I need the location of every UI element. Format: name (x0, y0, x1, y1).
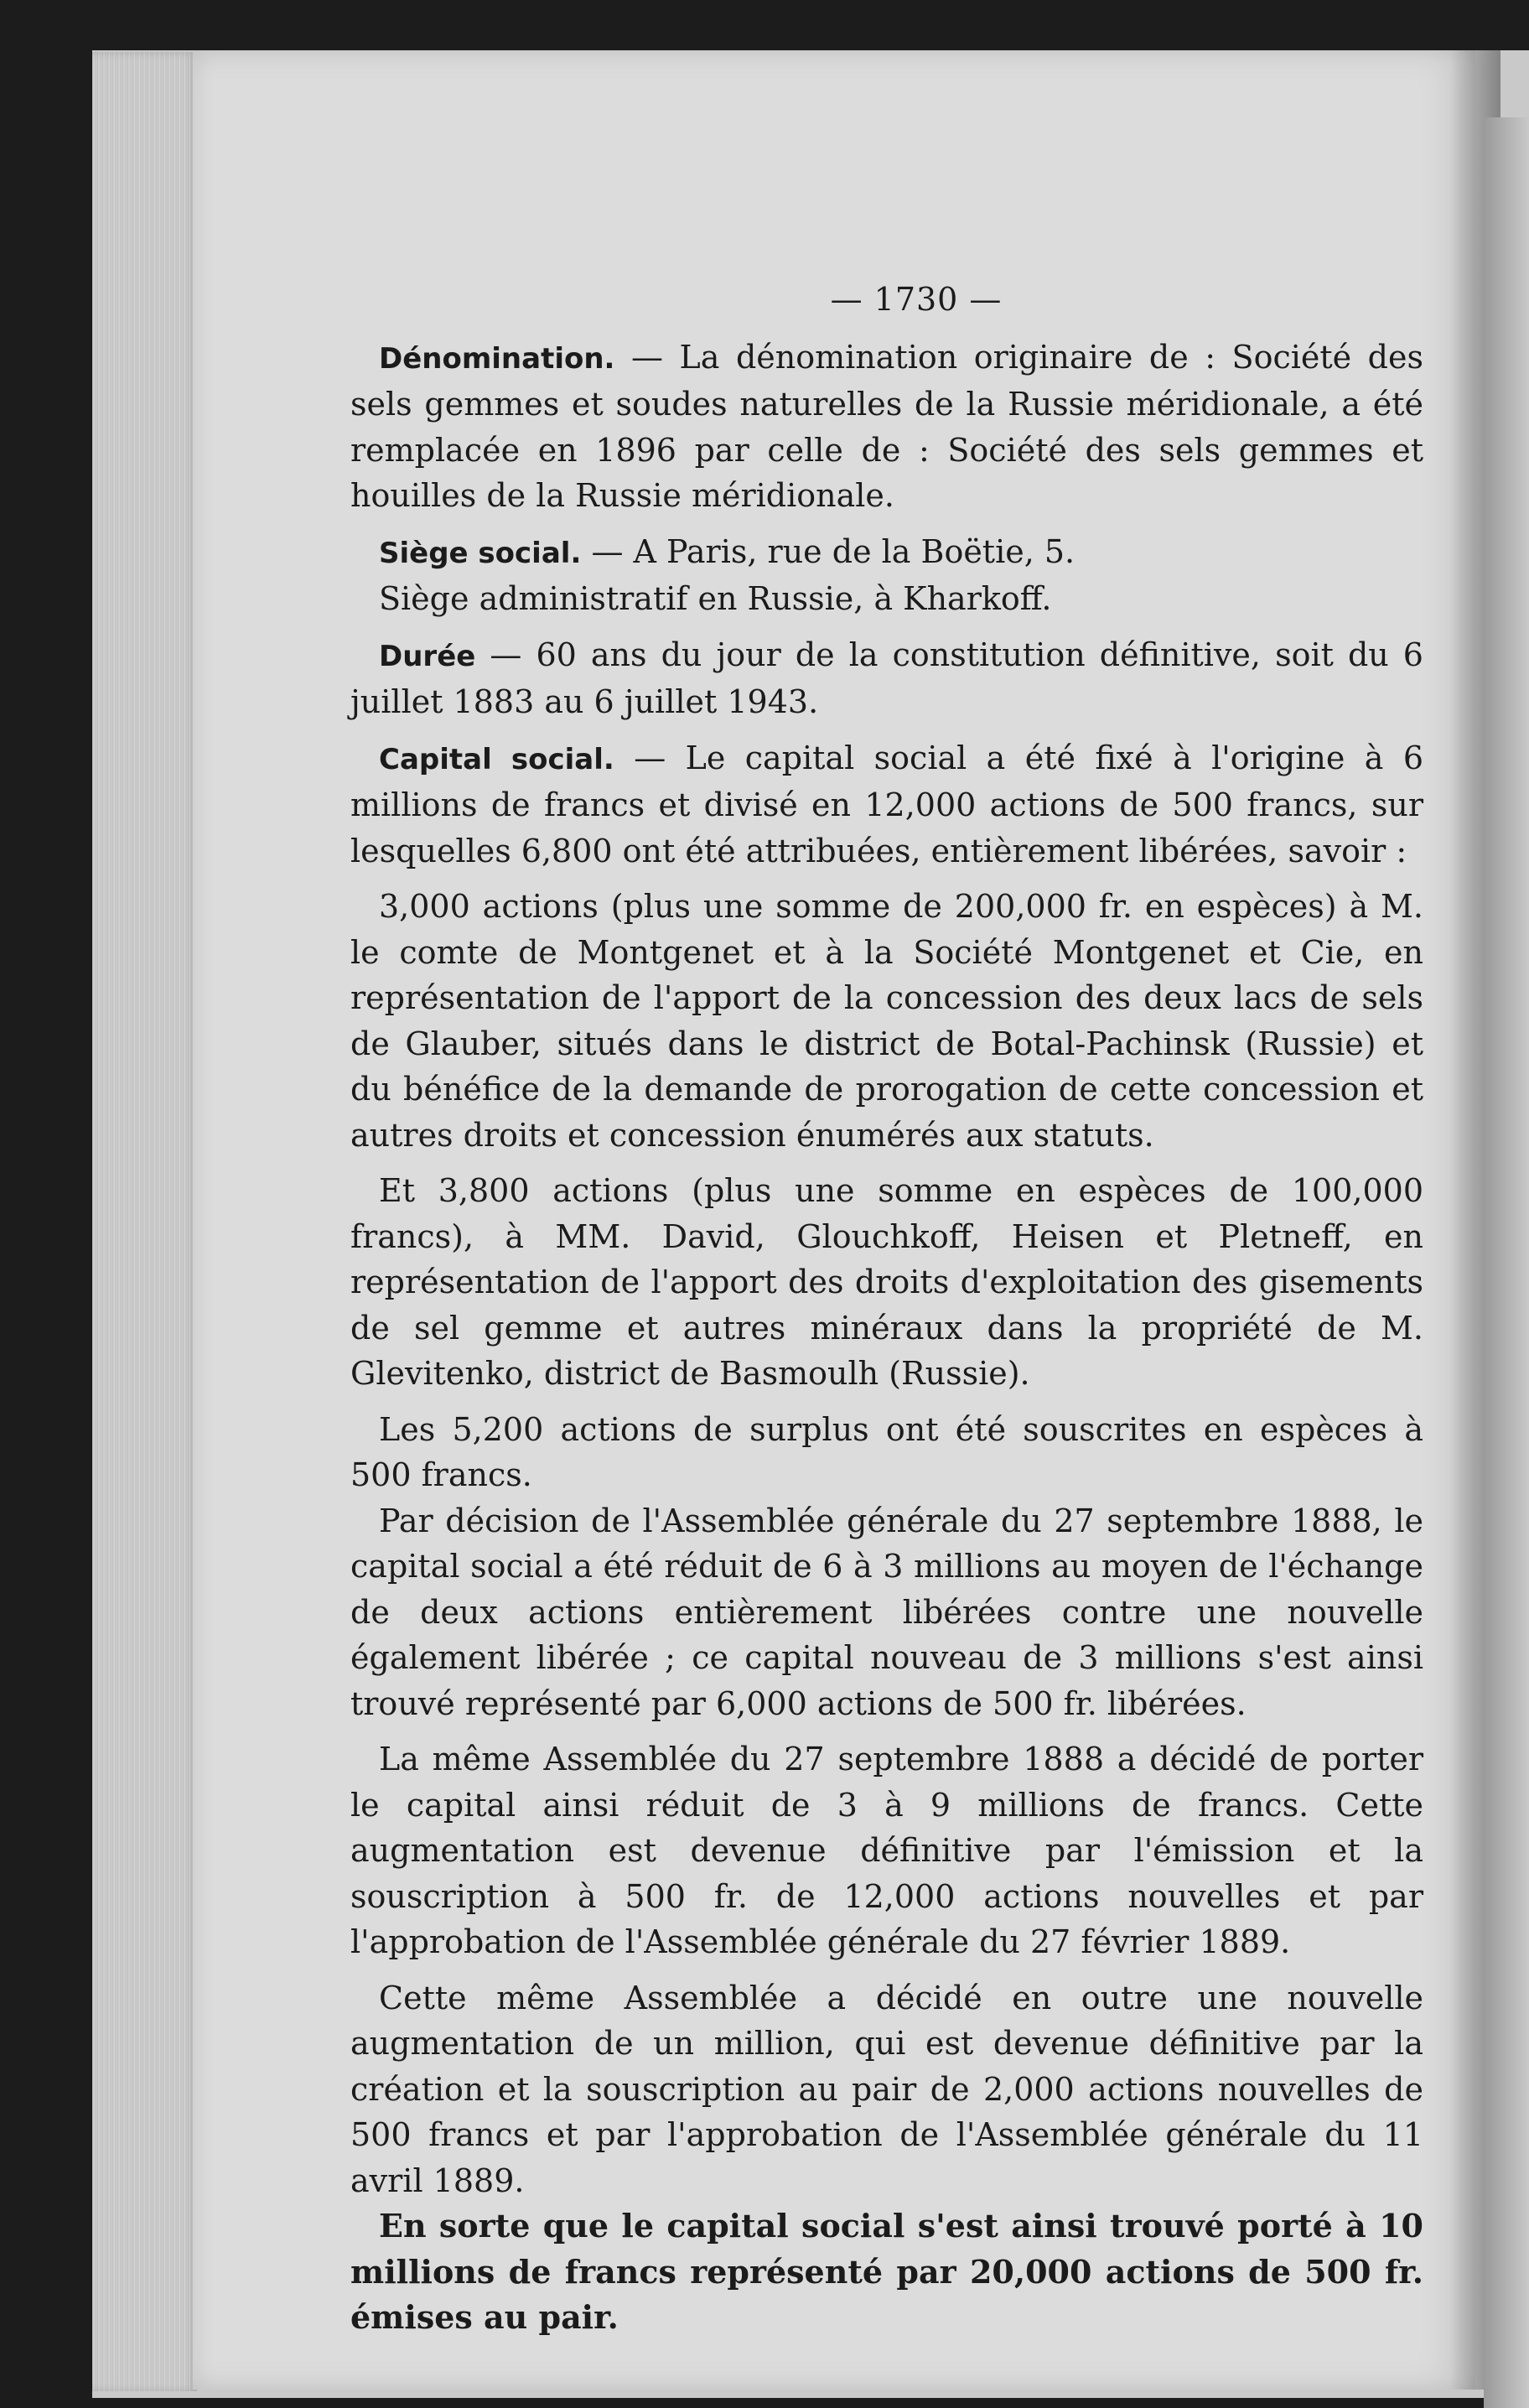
paragraph-text: Et 3,800 actions (plus une somme en espèces de 100,000 francs), à MM. David, Glouchkoff, Heisen et Pletneff, en représentation de l'apport des droits d'exploitation des gisements de sel gemme et autres minéraux dans la propriété de M. Glevitenko, district de Basmoulh (Russie). (350, 1172, 1423, 1392)
paragraph-apport-montgenet (350, 884, 1423, 1158)
page-edges (92, 52, 197, 2391)
paragraph-label: Durée (379, 639, 476, 673)
text-block (350, 277, 1423, 2351)
paragraph-label: Siège social. (379, 536, 582, 570)
paragraph-text: — 60 ans du jour de la constitution définitive, soit du 6 juillet 1883 au 6 juillet 1943. (350, 636, 1423, 720)
paragraph-text: — La dénomination originaire de : Société des sels gemmes et soudes naturelles de la Russie méridionale, a été remplacée en 1896 par celle de : Société des sels gemmes et houilles de la Russie méridionale. (350, 338, 1423, 514)
page-number: — 1730 — (830, 281, 1003, 318)
paragraph-conclusion (350, 2203, 1423, 2341)
paragraph-augmentation (350, 1736, 1423, 1965)
next-page-edge (1484, 117, 1529, 2408)
paragraph-text: Par décision de l'Assemblée générale du 27 septembre 1888, le capital social a été réduit de 6 à 3 millions au moyen de l'échange de deux actions entièrement libérées contre une nouvelle également libérée ; ce capital nouveau de 3 millions s'est ainsi trouvé représenté par 6,000 actions de 500 fr. libérées. (350, 1502, 1423, 1722)
paragraph-text: 3,000 actions (plus une somme de 200,000 fr. en espèces) à M. le comte de Montgenet et à la Société Montgenet et Cie, en représentation de l'apport de la concession des deux lacs de sels de Glauber, situés dans le district de Botal-Pachinsk (Russie) et du bénéfice de la demande de prorogation de cette concession et autres droits et concession énumérés aux statuts. (350, 888, 1423, 1154)
paragraph-apport-david (350, 1168, 1423, 1397)
paragraph-capital-social (350, 735, 1423, 874)
paragraph-denomination (350, 335, 1423, 519)
paragraph-surplus (350, 1407, 1423, 1498)
paragraph-text: La même Assemblée du 27 septembre 1888 a décidé de porter le capital ainsi réduit de 3 à 9 millions de francs. Cette augmentation est devenue définitive par l'émission et la souscription à 500 fr. de 12,000 actions nouvelles et par l'approbation de l'Assemblée générale du 27 février 1889. (350, 1741, 1423, 1960)
paragraph-text: En sorte que le capital social s'est ainsi trouvé porté à 10 millions de francs représenté par 20,000 actions de 500 fr. émises au pair. (350, 2207, 1423, 2336)
paragraph-text: Siège administratif en Russie, à Kharkoff. (379, 580, 1052, 617)
paragraph-label: Dénomination. (379, 341, 615, 376)
paragraph-nouvelle-augmentation (350, 1975, 1423, 2204)
paragraph-text: Cette même Assemblée a décidé en outre une nouvelle augmentation de un million, qui est devenue définitive par la création et la souscription au pair de 2,000 actions nouvelles de 500 francs et par l'approbation de l'Assemblée générale du 11 avril 1889. (350, 1979, 1423, 2199)
paragraph-text: — A Paris, rue de la Boëtie, 5. (581, 532, 1075, 570)
paragraph-label: Capital social. (379, 742, 614, 776)
paragraph-duree (350, 632, 1423, 725)
paragraph-siege-administratif (350, 576, 1423, 622)
paragraph-siege-social (350, 529, 1423, 577)
paragraph-text: Les 5,200 actions de surplus ont été souscrites en espèces à 500 francs. (350, 1410, 1423, 1493)
paragraph-text: — Le capital social a été fixé à l'origine à 6 millions de francs et divisé en 12,000 actions de 500 francs, sur lesquelles 6,800 ont été attribuées, entièrement libérées, savoir : (350, 739, 1423, 869)
paragraph-reduction (350, 1498, 1423, 1727)
